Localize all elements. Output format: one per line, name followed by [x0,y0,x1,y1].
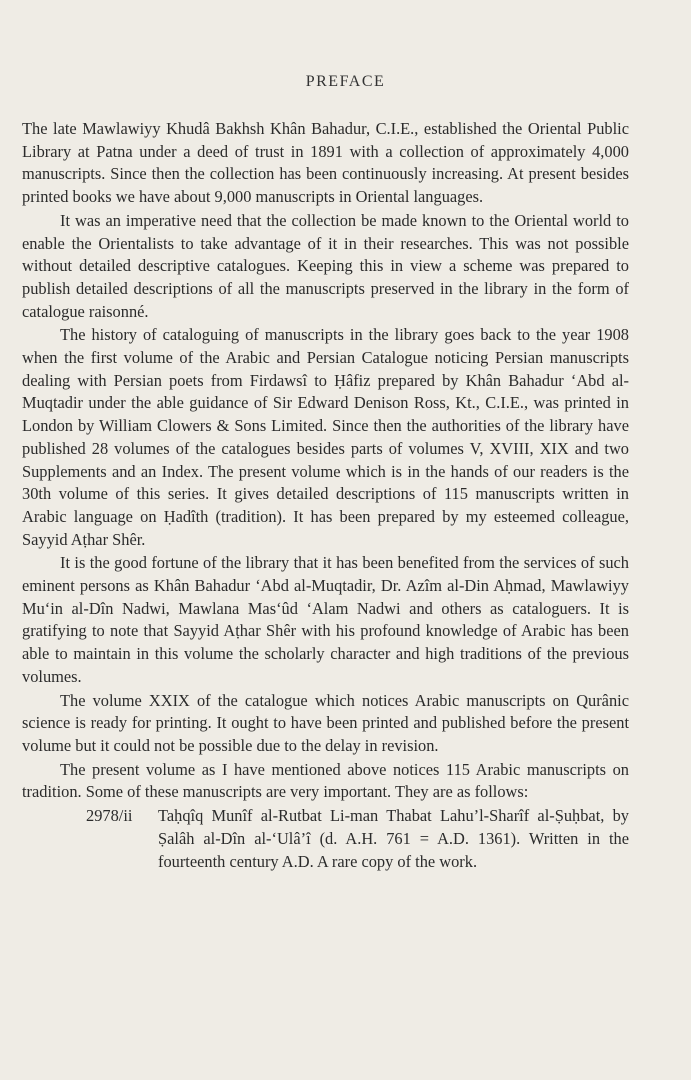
page-heading: PREFACE [305,73,386,90]
paragraph: The volume XXIX of the catalogue which notices Arabic manuscripts on Qurânic science is ready for printing. It ought to have been printed and published before the present volume but it could not be possible due to the delay in revision. [22,690,629,755]
paragraph: The present volume as I have mentioned above notices 115 Arabic manuscripts on tradition. Some of these manuscripts are very important. They are as follows: [22,759,629,802]
manuscript-number: 2978/ii [86,806,133,826]
paragraph: It was an imperative need that the collection be made known to the Oriental world to enable the Orientalists to take advantage of it in their researches. This was not possible without detailed descriptive catalogues. Keeping this in view a scheme was prepared to publish detailed descriptions of all the manuscripts preserved in the library in the form of catalogue raisonné. [22,210,629,321]
paragraph: It is the good fortune of the library that it has been benefited from the services of such eminent persons as Khân Bahadur ‘Abd al-Muqtadir, Dr. Azîm al-Din Aḥmad, Mawlawiyy Mu‘in al-Dîn Nadwi, Mawlana Mas‘ûd ‘Alam Nadwi and others as cataloguers. It is gratifying to note that Sayyid Aṭhar Shêr with his profound knowledge of Arabic has been able to maintain in this volume the scholarly character and high traditions of the previous volumes. [22,553,629,686]
preface-body [22,118,629,873]
manuscript-description: Taḥqîq Munîf al-Rutbat Li-man Thabat Lahu’l-Sharîf al-Ṣuḥbat, by Ṣalâh al-Dîn al-‘Ulâ’î (d. A.H. 761 = A.D. 1361). Written in the fourteenth century A.D. A rare copy of the work. [158,806,629,871]
paragraph: The late Mawlawiyy Khudâ Bakhsh Khân Bahadur, C.I.E., established the Oriental Public Library at Patna under a deed of trust in 1891 with a collection of approximately 4,000 manuscripts. Since then the collection has been continuously increasing. At present besides printed books we have about 9,000 manuscripts in Oriental languages. [22,119,629,207]
paragraph: The history of cataloguing of manuscripts in the library goes back to the year 1908 when the first volume of the Arabic and Persian Catalogue noticing Persian manuscripts dealing with Persian poets from Firdawsî to Ḥâfiz prepared by Khân Bahadur ‘Abd al-Muqtadir under the able guidance of Sir Edward Denison Ross, Kt., C.I.E., was printed in London by William Clowers & Sons Limited. Since then the authorities of the library have published 28 volumes of the catalogues besides parts of volumes V, XVIII, XIX and two Supplements and an Index. The present volume which is in the hands of our readers is the 30th volume of this series. It gives detailed descriptions of 115 manuscripts written in Arabic language on Ḥadîth (tradition). It has been prepared by my esteemed colleague, Sayyid Aṭhar Shêr. [22,325,629,549]
manuscript-entry [86,805,629,873]
